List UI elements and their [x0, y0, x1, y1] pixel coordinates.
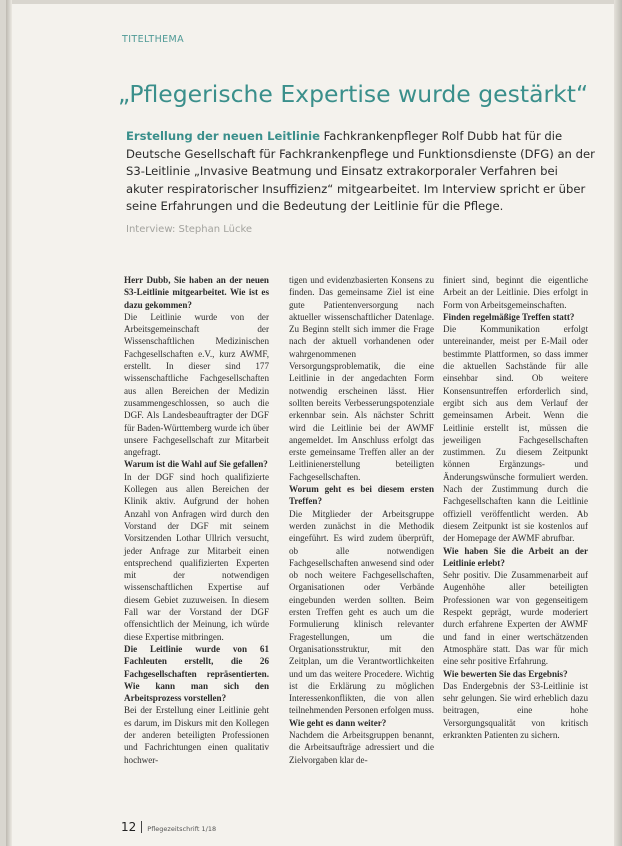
interview-answer: Die Kommunikation erfolgt untereinander, meist per E-Mail oder bestimmte Plattformen, so dass immer die aktuellen Sachstände für alle einsehbar sind. Ob weitere Konsensuntreffen erforderlich sind, ergibt sich aus dem Verlauf der gemeinsamen Arbeit. Wenn die Leitlinie erstellt ist, müssen die jeweiligen Fachgesellschaften zustimmen. Zu diesem Zeitpunkt können Ergänzungs- und Änderungswünsche formuliert werden. Nach der Zustimmung durch die Fachgesellschaften kann die Leitlinie offiziell veröffentlicht werden. Ab diesem Zeitpunkt ist sie kostenlos auf der Homepage der AWMF abrufbar.	[443, 324, 588, 544]
interview-answer: In der DGF sind hoch qualifizierte Kollegen aus allen Bereichen der Klinik aktiv. Aufgrund der hohen Anzahl von Anfragen wird durch den Vorstand der DGF mit seinem Vorsitzenden Lothar Ullrich versucht, jeder Anfrage zur Mitarbeit einen entsprechend qualifizierten Experten mit der notwendigen wissenschaftlichen Expertise auf diesem Gebiet zuzuweisen. In diesem Fall war der Vorstand der DGF offensichtlich der Meinung, ich würde diese Expertise mitbringen.	[124, 471, 269, 642]
interview-answer: Nachdem die Arbeitsgruppen benannt, die Arbeitsaufträge adressiert und die Zielvorgaben klar de-	[289, 729, 434, 765]
page-number: 12	[121, 820, 137, 834]
interview-question: Warum ist die Wahl auf Sie gefallen?	[124, 459, 268, 470]
interview-question: Herr Dubb, Sie haben an der neuen S3-Leitlinie mitgearbeitet. Wie ist es dazu gekommen?	[124, 275, 269, 310]
magazine-page	[6, 4, 614, 846]
interview-question: Worum geht es bei diesem ersten Treffen?	[289, 484, 434, 507]
interview-answer: tigen und evidenzbasierten Konsens zu finden. Das gemeinsame Ziel ist eine gute Patientenversorgung nach aktueller wissenschaftlicher Datenlage. Zu Beginn stellt sich immer die Frage nach der aktuell vorhandenen oder wahrgenommenen Versorgungsproblematik, die eine Leitlinie in der angedachten Form notwendig erscheinen lässt. Hier sollten bereits Verbesserungspotenziale erkennbar sein. Als nächster Schritt wird die Leitlinie bei der AWMF angemeldet. Im Anschluss erfolgt das erste gemeinsame Treffen aller an der Leitlinienerstellung beteiligten Fachgesellschaften.	[289, 275, 434, 482]
interview-question: Die Leitlinie wurde von 61 Fachleuten erstellt, die 26 Fachgesellschaften repräsentierten. Wie kann man sich den Arbeitsprozess vorstellen?	[124, 643, 269, 704]
page-footer	[121, 816, 216, 835]
text-column-2	[289, 274, 434, 766]
interview-answer: Die Mitglieder der Arbeitsgruppe werden zunächst in die Methodik eingeführt. Es wird zudem überprüft, ob alle notwendigen Fachgesellschaften anwesend sind oder ob noch weitere Fachgesellschaften, Organisationen oder Verbände eingebunden werden sollten. Beim ersten Treffen geht es auch um die Formulierung klinisch relevanter Fragestellungen, um die Organisationsstruktur, mit den Zeitplan, um die Verantwortlichkeiten und um das weitere Procedere. Wichtig ist die Erklärung zu möglichen Interessenkonflikten, die von allen teilnehmenden Personen erfolgen muss.	[289, 508, 434, 716]
interview-answer: Das Endergebnis der S3-Leitlinie ist sehr gelungen. Sie wird erheblich dazu beitragen, eine hohe Versorgungsqualität von kritisch erkrankten Patienten zu sichern.	[443, 680, 588, 740]
interview-question: Finden regelmäßige Treffen statt?	[443, 311, 575, 322]
article-title: „Pflegerische Expertise wurde gestärkt“	[118, 80, 589, 108]
interview-answer: finiert sind, beginnt die eigentliche Arbeit an der Leitlinie. Dies erfolgt in Form von Arbeitsgemeinschaften.	[443, 275, 588, 310]
byline: Interview: Stephan Lücke	[126, 224, 253, 235]
section-label: TITELTHEMA	[122, 34, 185, 45]
interview-question: Wie geht es dann weiter?	[289, 717, 387, 728]
magazine-name: Pflegezeitschrift 1/18	[147, 825, 217, 833]
lead-paragraph	[126, 128, 596, 216]
interview-answer: Die Leitlinie wurde von der Arbeitsgemeinschaft der Wissenschaftlichen Medizinischen Fachgesellschaften e.V., kurz AWMF, erstellt. In dieser sind 177 wissenschaftliche Fachgesellschaften aus allen Bereichen der Medizin zusammengeschlossen, so auch die DGF. Als Landesbeauftragter der DGF für Baden-Württemberg wurde ich über unsere Fachgesellschaft zur Mitarbeit angefragt.	[124, 311, 269, 458]
text-column-1	[124, 274, 269, 766]
lead-text: Fachkrankenpfleger Rolf Dubb hat für die Deutsche Gesellschaft für Fachkrankenpflege und Funktionsdienste (DFG) an der S3-Leitlinie „Invasive Beatmung und Einsatz extrakorporaler Verfahren bei akuter respiratorischer Insuffizienz“ mitgearbeitet. Im Interview spricht er über seine Erfahrungen und die Bedeutung der Leitlinie für die Pflege.	[126, 129, 595, 214]
page-edge-shadow	[614, 0, 622, 846]
footer-divider	[141, 821, 142, 833]
interview-answer: Bei der Erstellung einer Leitlinie geht es darum, im Diskurs mit den Kollegen der anderen beteiligten Professionen und Fachrichtungen einen qualitativ hochwer-	[124, 705, 269, 765]
interview-question: Wie bewerten Sie das Ergebnis?	[443, 668, 568, 679]
lead-keyword: Erstellung der neuen Leitlinie	[126, 129, 320, 143]
text-column-3	[443, 274, 588, 741]
interview-answer: Sehr positiv. Die Zusammenarbeit auf Augenhöhe aller beteiligten Professionen war von gegenseitigem Respekt geprägt, wurde moderiert durch erfahrene Experten der AWMF und fand in einer wertschätzenden Atmosphäre statt. Das war für mich eine sehr positive Erfahrung.	[443, 570, 588, 667]
page-spine-shadow	[6, 0, 12, 846]
interview-question: Wie haben Sie die Arbeit an der Leitlinie erlebt?	[443, 545, 588, 568]
